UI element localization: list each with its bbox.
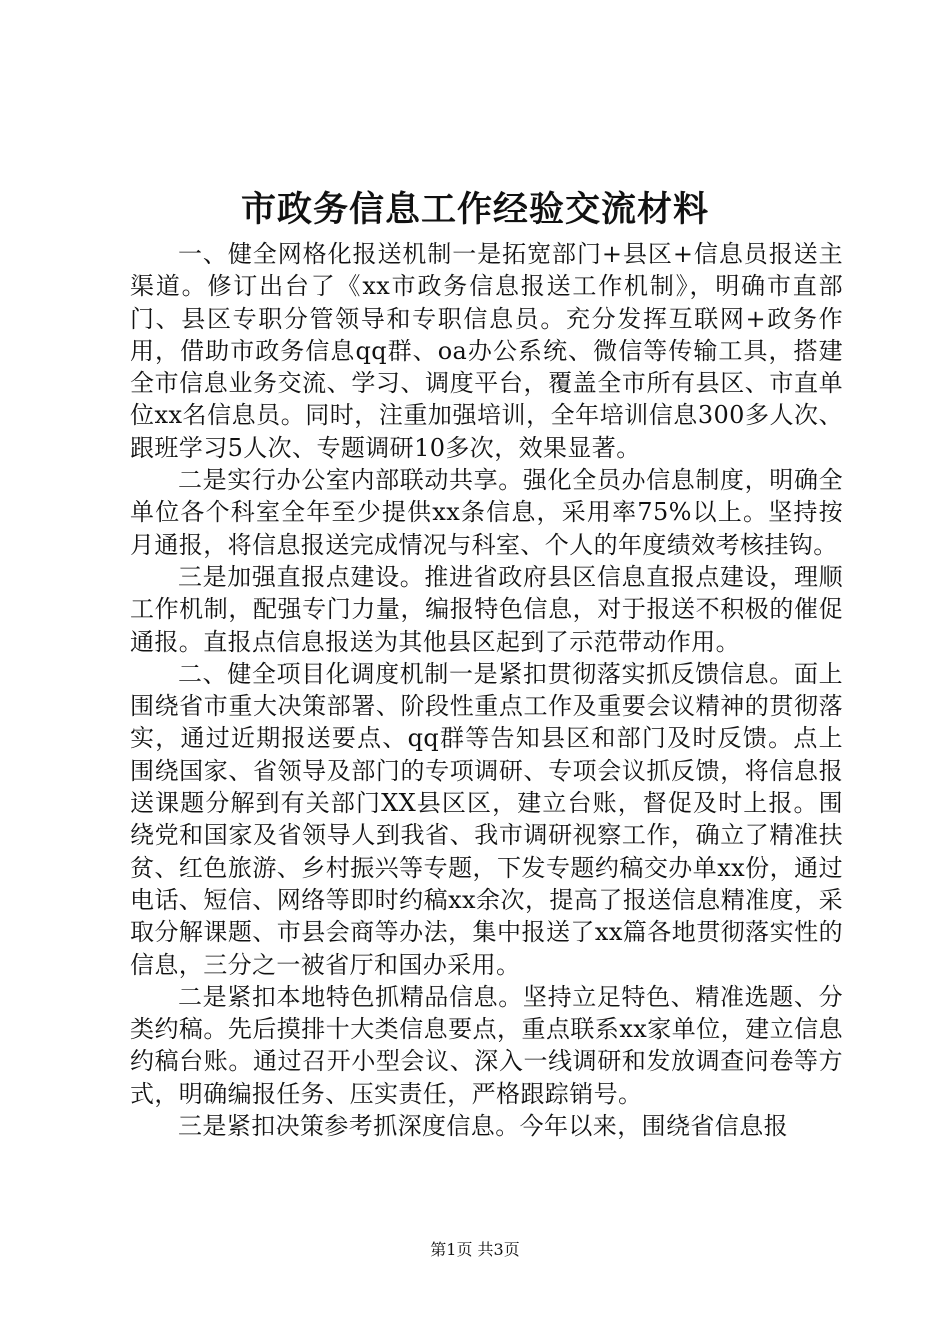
page-footer: 第1页 共3页 <box>430 1240 520 1259</box>
document-title: 市政务信息工作经验交流材料 <box>240 189 709 230</box>
paragraph-1: 一、健全网格化报送机制一是拓宽部门+县区+信息员报送主渠道。修订出台了《xx市政务信息报送工作机制》，明确市直部门、县区专职分管领导和专职信息员。充分发挥互联网+政务作用，借助市政务信息qq群、oa办公系统、微信等传输工具，搭建全市信息业务交流、学习、调度平台，覆盖全市所有县区、市直单位xx名信息员。同时，注重加强培训，全年培训信息300多人次、跟班学习5人次、专题调研10多次，效果显著。 <box>130 240 843 462</box>
document-body <box>130 238 843 1142</box>
paragraph-6: 三是紧扣决策参考抓深度信息。今年以来，围绕省信息报 <box>178 1112 788 1141</box>
paragraph-3: 三是加强直报点建设。推进省政府县区信息直报点建设，理顺工作机制，配强专门力量，编报特色信息，对于报送不积极的催促通报。直报点信息报送为其他县区起到了示范带动作用。 <box>130 562 843 656</box>
paragraph-4: 二、健全项目化调度机制一是紧扣贯彻落实抓反馈信息。面上围绕省市重大决策部署、阶段性重点工作及重要会议精神的贯彻落实，通过近期报送要点、qq群等告知县区和部门及时反馈。点上围绕国家、省领导及部门的专项调研、专项会议抓反馈，将信息报送课题分解到有关部门XX县区区，建立台账，督促及时上报。围绕党和国家及省领导人到我省、我市调研视察工作，确立了精准扶贫、红色旅游、乡村振兴等专题，下发专题约稿交办单xx份，通过电话、短信、网络等即时约稿xx余次，提高了报送信息精准度，采取分解课题、市县会商等办法，集中报送了xx篇各地贯彻落实性的信息，三分之一被省厅和国办采用。 <box>130 659 843 979</box>
paragraph-2: 二是实行办公室内部联动共享。强化全员办信息制度，明确全单位各个科室全年至少提供xx条信息，采用率75%以上。坚持按月通报，将信息报送完成情况与科室、个人的年度绩效考核挂钩。 <box>130 466 843 559</box>
paragraph-5: 二是紧扣本地特色抓精品信息。坚持立足特色、精准选题、分类约稿。先后摸排十大类信息要点，重点联系xx家单位，建立信息约稿台账。通过召开小型会议、深入一线调研和发放调查问卷等方式，明确编报任务、压实责任，严格跟踪销号。 <box>130 982 843 1108</box>
